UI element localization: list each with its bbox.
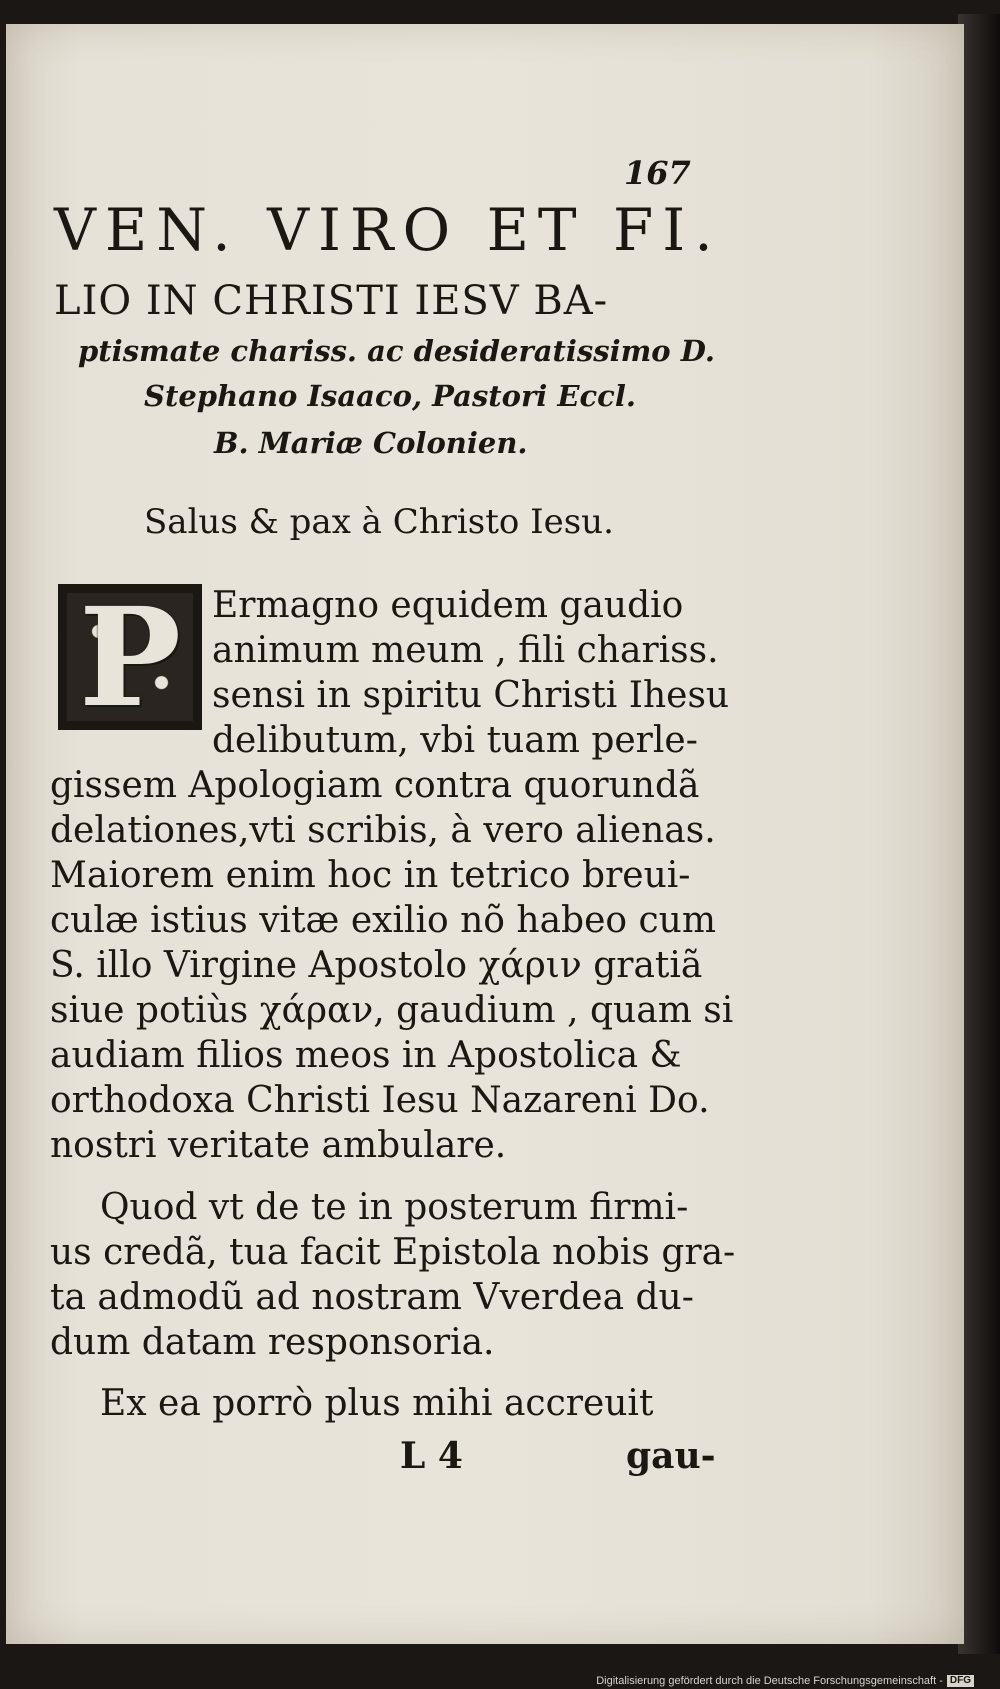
title-line-1: VEN. VIRO ET FI. — [54, 196, 722, 264]
title-line-2: LIO IN CHRISTI IESV BA- — [54, 278, 609, 324]
dedication-line-2: Stephano Isaaco, Pastori Eccl. — [144, 379, 636, 413]
initial-letter: P — [78, 584, 182, 730]
text-line: us credã, tua facit Epistola nobis gra- — [50, 1232, 736, 1273]
dedication-line-1: ptismate chariss. ac desideratissimo D. — [78, 334, 715, 368]
dedication-line-3: B. Mariæ Colonien. — [214, 426, 528, 460]
digitization-credit — [596, 1675, 974, 1687]
text-line: audiam filios meos in Apostolica & — [50, 1035, 682, 1076]
text-line: delibutum, vbi tuam perle- — [212, 720, 698, 761]
credit-text: Digitalisierung gefördert durch die Deutsche Forschungsgemeinschaft - — [596, 1674, 943, 1687]
text-line: nostri veritate ambulare. — [50, 1125, 507, 1166]
text-line: gissem Apologiam contra quorundã — [50, 765, 700, 806]
catchword: gau- — [626, 1435, 716, 1477]
text-line: dum datam responsoria. — [50, 1322, 495, 1363]
text-line: delationes,vti scribis, à vero alienas. — [50, 810, 716, 851]
text-line: Maiorem enim hoc in tetrico breui- — [50, 855, 691, 896]
text-line: ta admodũ ad nostram Vverdea du- — [50, 1277, 694, 1318]
page-number: 167 — [624, 154, 691, 192]
text-line: sensi in spiritu Christi Ihesu — [212, 675, 730, 716]
text-line: Ex ea porrò plus mihi accreuit — [100, 1383, 654, 1424]
text-line: S. illo Virgine Apostolo χάριν gratiã — [50, 945, 703, 986]
text-line: culæ istius vitæ exilio nõ habeo cum — [50, 900, 716, 941]
book-edge — [958, 14, 1000, 1654]
text-line: animum meum , fili chariss. — [212, 630, 719, 671]
text-line: Quod vt de te in posterum firmi- — [100, 1187, 689, 1228]
salutation: Salus & pax à Christo Iesu. — [144, 502, 614, 542]
decorated-initial — [58, 584, 202, 730]
text-line: Ermagno equidem gaudio — [212, 585, 684, 626]
text-line: orthodoxa Christi Iesu Nazareni Do. — [50, 1080, 710, 1121]
dfg-logo: DFG — [947, 1675, 974, 1687]
text-line: siue potiùs χάραν, gaudium , quam si — [50, 990, 734, 1031]
signature-mark: L 4 — [400, 1435, 463, 1477]
book-page — [6, 24, 964, 1644]
